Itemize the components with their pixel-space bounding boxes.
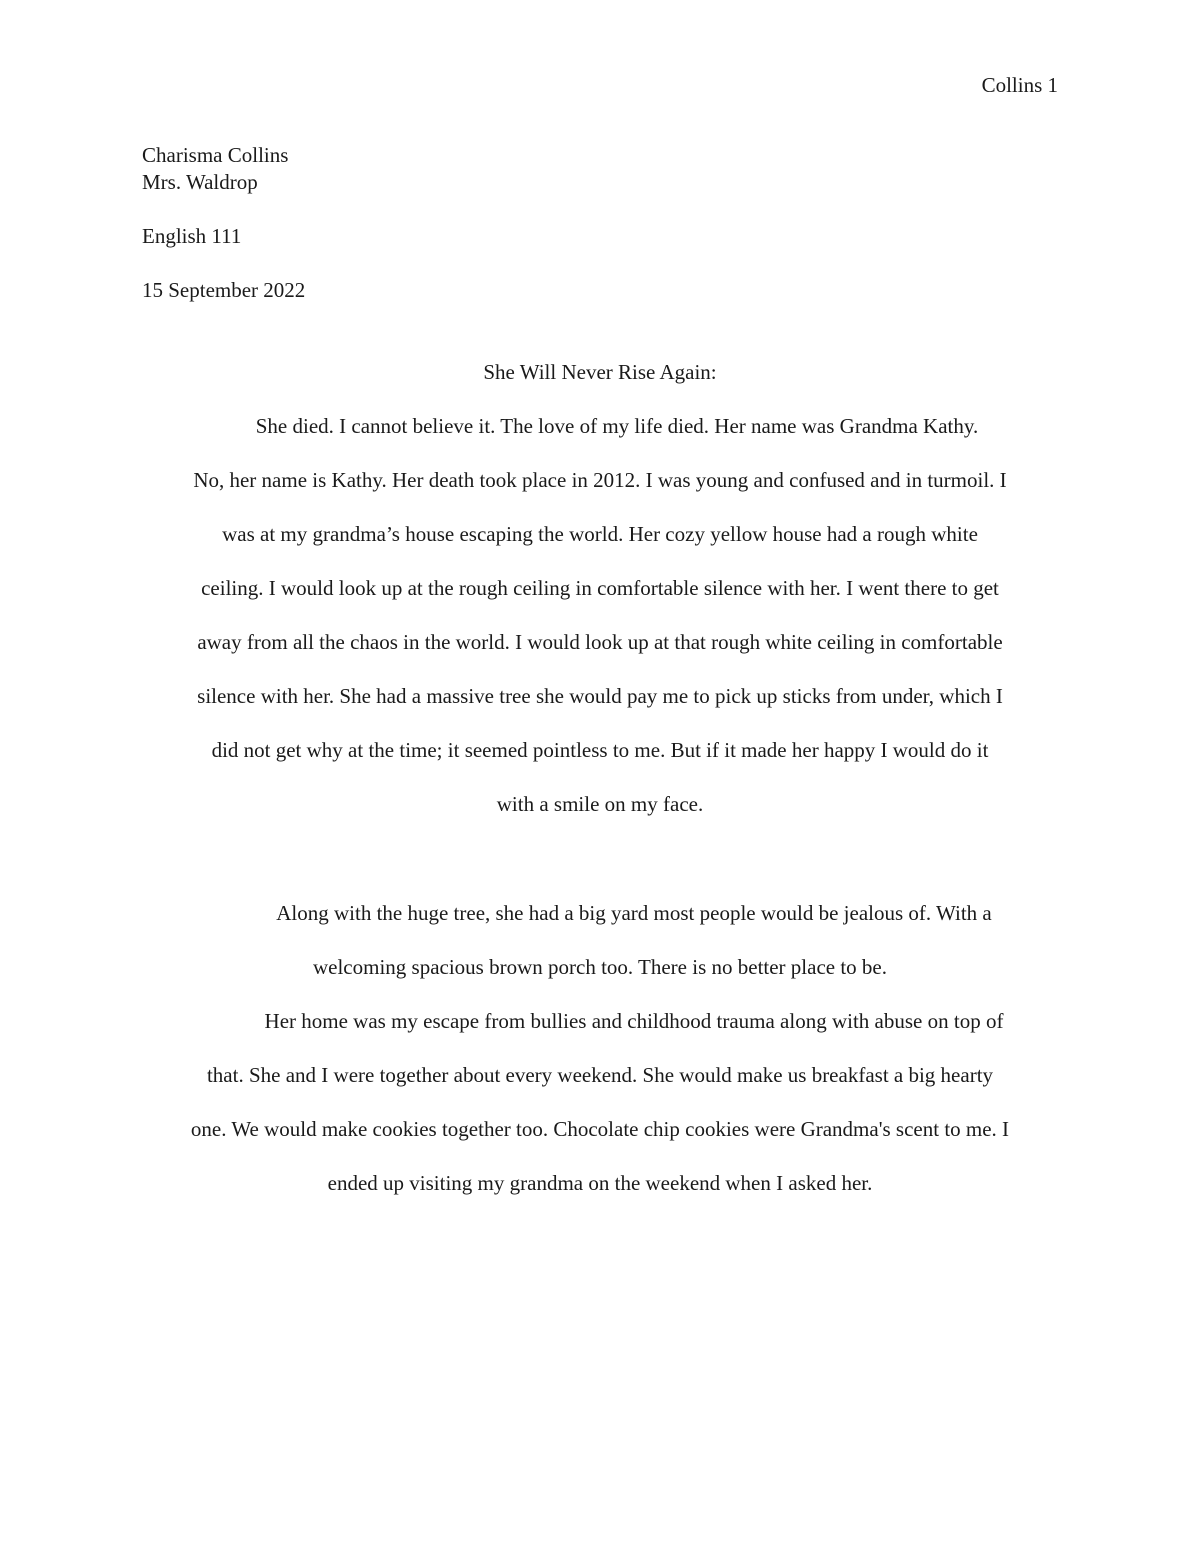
paragraph-line: did not get why at the time; it seemed pointless to me. But if it made her happy I would do it xyxy=(211,738,989,762)
instructor-name: Mrs. Waldrop xyxy=(142,170,258,194)
running-head: Collins 1 xyxy=(981,73,1058,97)
paragraph-line: away from all the chaos in the world. I would look up at that rough white ceiling in comfortable xyxy=(197,630,1003,654)
essay-title: She Will Never Rise Again: xyxy=(483,360,717,384)
paragraph-line: one. We would make cookies together too. Chocolate chip cookies were Grandma's scent to me. I xyxy=(190,1117,1010,1141)
course-name: English 111 xyxy=(142,224,242,248)
paragraph-line: welcoming spacious brown porch too. There is no better place to be. xyxy=(312,955,888,979)
paragraph-line: silence with her. She had a massive tree she would pay me to pick up sticks from under, which I xyxy=(197,684,1003,708)
student-name: Charisma Collins xyxy=(142,143,289,167)
paragraph-line: ended up visiting my grandma on the weekend when I asked her. xyxy=(327,1171,873,1195)
paragraph-line: was at my grandma’s house escaping the world. Her cozy yellow house had a rough white xyxy=(222,522,978,546)
paragraph-line: ceiling. I would look up at the rough ceiling in comfortable silence with her. I went there to get xyxy=(201,576,999,600)
paragraph-line: Along with the huge tree, she had a big yard most people would be jealous of. With a xyxy=(276,901,992,925)
paragraph-line: No, her name is Kathy. Her death took place in 2012. I was young and confused and in turmoil. I xyxy=(193,468,1007,492)
paragraph-line: with a smile on my face. xyxy=(496,792,704,816)
paragraph-line: that. She and I were together about every weekend. She would make us breakfast a big hearty xyxy=(206,1063,994,1087)
paragraph-line: Her home was my escape from bullies and childhood trauma along with abuse on top of xyxy=(264,1009,1004,1033)
paragraph-line: She died. I cannot believe it. The love of my life died. Her name was Grandma Kathy. xyxy=(255,414,979,438)
essay-date: 15 September 2022 xyxy=(142,278,306,302)
